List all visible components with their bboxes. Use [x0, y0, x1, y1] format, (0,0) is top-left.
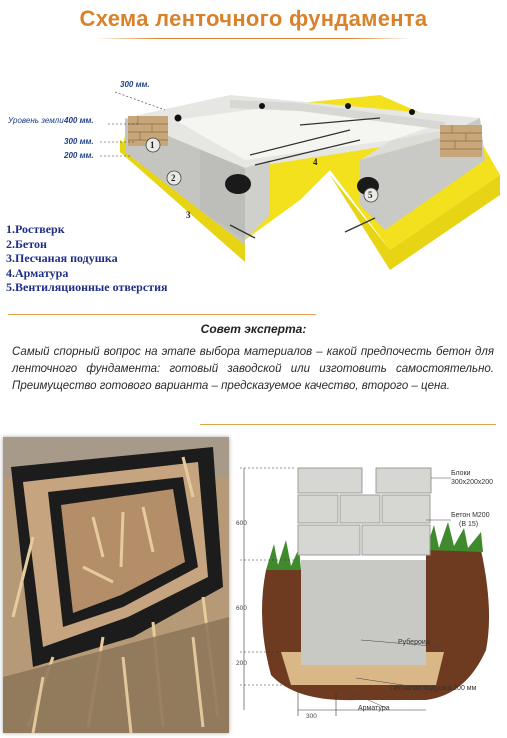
ground-level-label: Уровень земли — [8, 116, 64, 125]
vent-hole-left — [225, 174, 251, 194]
legend-item: 2.Бетон — [6, 236, 47, 251]
dim-300: 300 мм. — [64, 137, 94, 146]
legend-item: 4.Арматура — [6, 265, 69, 280]
section-blocks-size: 300х200х200 — [451, 479, 494, 486]
section-h-top: 600 — [236, 520, 247, 527]
title-underline — [95, 38, 412, 39]
section-rebar-label: Арматура — [358, 705, 390, 712]
divider-top — [8, 314, 316, 315]
legend-item: 3.Песчаная подушка — [6, 251, 118, 265]
marker-5: 5 — [368, 190, 373, 200]
section-concrete-label: Бетон М200 — [451, 512, 490, 519]
dim-400: 400 мм. — [64, 116, 94, 125]
section-sand-label: Песчаная подушка 200 мм — [390, 685, 477, 692]
section-blocks-label: Блоки — [451, 470, 471, 477]
section-concrete — [301, 560, 426, 665]
divider-bottom — [200, 424, 496, 425]
section-width: 300 — [306, 713, 317, 720]
formwork-photo — [3, 437, 229, 733]
page-title: Схема ленточного фундамента — [79, 6, 428, 31]
legend-item: 5.Вентиляционные отверстия — [6, 280, 168, 294]
marker-4: 4 — [313, 157, 318, 167]
advice-body: Самый спорный вопрос на этапе выбора материалов – какой предпочесть бетон для ленточного фундамента: готовый заводской или изготовить самостоятельно. Преимущество готового варианта – предсказуемое качество, второго – цена. — [12, 346, 494, 392]
section-concrete-class: (В 15) — [459, 521, 479, 528]
section-h-bottom: 600 — [236, 605, 247, 612]
dim-top-width: 300 мм. — [120, 80, 150, 89]
section-h-sand: 200 — [236, 660, 247, 667]
marker-1: 1 — [150, 140, 155, 150]
marker-2: 2 — [171, 173, 176, 183]
legend-list — [6, 222, 167, 295]
marker-3: 3 — [186, 210, 191, 220]
section-roofing-label: Рубероид — [398, 639, 430, 646]
section-blocks — [298, 468, 431, 555]
advice-title: Совет эксперта: — [200, 322, 307, 336]
legend-item: 1.Ростверк — [6, 222, 65, 236]
dim-200: 200 мм. — [64, 151, 94, 160]
